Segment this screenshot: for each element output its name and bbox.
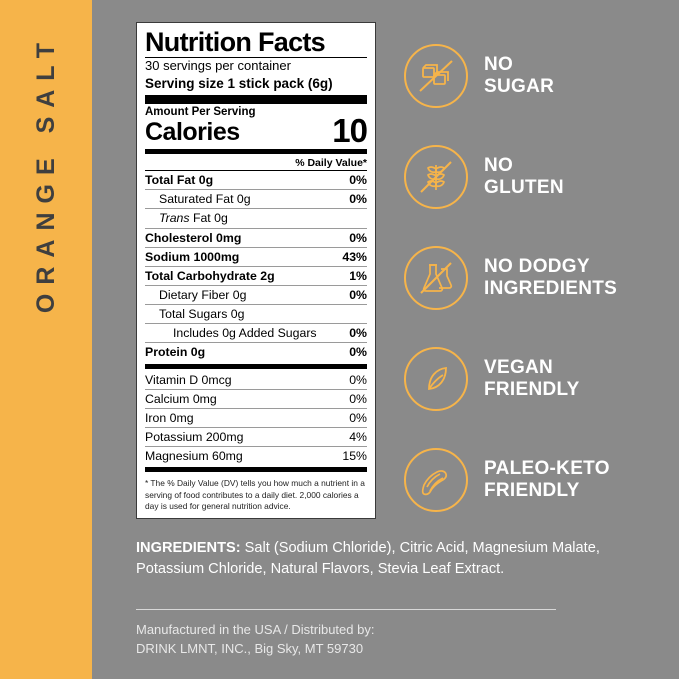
benefit-vegan-friendly <box>404 329 659 429</box>
nutrient-daily-value: 1% <box>349 268 367 283</box>
serving-size: Serving size 1 stick pack (6g) <box>145 75 333 91</box>
nutrient-daily-value: 0% <box>349 326 367 341</box>
benefit-line2: GLUTEN <box>484 177 564 198</box>
nutrient-label: Includes 0g Added Sugars <box>173 326 317 341</box>
micronutrient-row <box>145 371 367 389</box>
micronutrient-daily-value: 0% <box>349 391 367 406</box>
micronutrient-label: Vitamin D 0mcg <box>145 372 232 387</box>
paleo-keto-bacon-icon <box>404 448 468 512</box>
nutrient-row <box>145 190 367 208</box>
nutrient-row <box>145 209 367 227</box>
nutrient-label: Trans Fat 0g <box>159 211 228 226</box>
nutrition-facts-panel <box>136 22 376 519</box>
servings-per-container: 30 servings per container <box>145 58 291 74</box>
benefit-label <box>484 155 564 200</box>
benefits-list <box>404 26 659 531</box>
benefit-line1: VEGAN <box>484 356 554 378</box>
nutrient-row <box>145 248 367 266</box>
benefit-line1: NO <box>484 53 514 75</box>
no-gluten-icon <box>404 145 468 209</box>
nutrient-row <box>145 267 367 285</box>
manufacturer-line-2: DRINK LMNT, INC., Big Sky, MT 59730 <box>136 640 364 656</box>
vegan-leaf-icon <box>404 347 468 411</box>
calories-label: Calories <box>145 118 240 147</box>
micronutrient-daily-value: 0% <box>349 410 367 425</box>
nutrient-daily-value: 43% <box>342 249 367 264</box>
micronutrient-row <box>145 428 367 446</box>
micronutrient-row <box>145 447 367 465</box>
benefit-line2: SUGAR <box>484 76 555 97</box>
ingredients-block <box>136 538 646 580</box>
micronutrient-label: Magnesium 60mg <box>145 449 243 464</box>
nutrient-daily-value: 0% <box>349 173 367 188</box>
nutrient-rows <box>145 171 367 361</box>
thick-divider <box>145 95 367 104</box>
medium-divider-3 <box>145 467 367 472</box>
benefit-label <box>484 458 610 503</box>
nutrient-row <box>145 305 367 323</box>
micronutrient-daily-value: 4% <box>349 429 367 444</box>
benefit-label <box>484 256 617 301</box>
nutrient-row <box>145 343 367 361</box>
no-sugar-icon <box>404 44 468 108</box>
nutrient-daily-value: 0% <box>349 230 367 245</box>
amount-per-serving-label: Amount Per Serving <box>145 106 256 119</box>
nutrient-label: Dietary Fiber 0g <box>159 287 247 302</box>
micronutrient-row <box>145 409 367 427</box>
nutrition-facts-title: Nutrition Facts <box>145 27 326 57</box>
manufacturer-line-1: Manufactured in the USA / Distributed by: <box>136 622 375 637</box>
nutrient-label: Cholesterol 0mg <box>145 230 242 245</box>
medium-divider-2 <box>145 364 367 369</box>
nutrient-daily-value: 0% <box>349 192 367 207</box>
nutrient-row <box>145 286 367 304</box>
benefit-line1: NO DODGY <box>484 255 590 277</box>
nutrient-row <box>145 171 367 189</box>
micronutrient-rows <box>145 371 367 466</box>
nutrient-row <box>145 324 367 342</box>
micronutrient-label: Calcium 0mg <box>145 391 217 406</box>
micronutrient-daily-value: 15% <box>342 449 367 464</box>
medium-divider <box>145 149 367 154</box>
benefit-line2: FRIENDLY <box>484 379 580 400</box>
micronutrient-label: Iron 0mg <box>145 410 194 425</box>
flavor-name-text: ORANGE SALT <box>31 34 60 314</box>
benefit-line1: NO <box>484 154 514 176</box>
flavor-name-vertical <box>0 0 92 679</box>
benefit-label <box>484 54 554 99</box>
section-divider <box>136 609 556 610</box>
nutrient-label: Total Carbohydrate 2g <box>145 268 275 283</box>
daily-value-header: % Daily Value* <box>295 157 367 170</box>
nutrient-daily-value: 0% <box>349 345 367 360</box>
benefit-label <box>484 357 580 402</box>
benefit-line2: FRIENDLY <box>484 480 580 501</box>
nutrient-label: Sodium 1000mg <box>145 249 240 264</box>
ingredients-heading: INGREDIENTS: <box>136 540 241 556</box>
micronutrient-row <box>145 390 367 408</box>
benefit-line2: INGREDIENTS <box>484 278 618 299</box>
benefit-no-sugar <box>404 26 659 126</box>
calories-value: 10 <box>332 112 367 150</box>
ingredients-text: Salt (Sodium Chloride), Citric Acid, Magnesium Malate, Potassium Chloride, Natural Flavors, Stevia Leaf Extract. <box>136 540 600 578</box>
nutrient-label: Saturated Fat 0g <box>159 192 251 207</box>
benefit-paleo-keto-friendly <box>404 430 659 530</box>
nutrient-label: Total Fat 0g <box>145 173 214 188</box>
nutrient-row <box>145 229 367 247</box>
nutrient-label: Total Sugars 0g <box>159 307 245 322</box>
nutrient-daily-value: 0% <box>349 287 367 302</box>
no-dodgy-ingredients-icon <box>404 246 468 310</box>
manufacturer-block <box>136 621 646 659</box>
benefit-line1: PALEO-KETO <box>484 457 610 479</box>
nutrient-label: Protein 0g <box>145 345 206 360</box>
benefit-no-gluten <box>404 127 659 227</box>
daily-value-footnote: * The % Daily Value (DV) tells you how much a nutrient in a serving of food contributes to a daily diet. 2,000 calories a day is used for general nutrition advice. <box>145 478 365 511</box>
micronutrient-label: Potassium 200mg <box>145 429 244 444</box>
benefit-no-dodgy-ingredients <box>404 228 659 328</box>
micronutrient-daily-value: 0% <box>349 372 367 387</box>
